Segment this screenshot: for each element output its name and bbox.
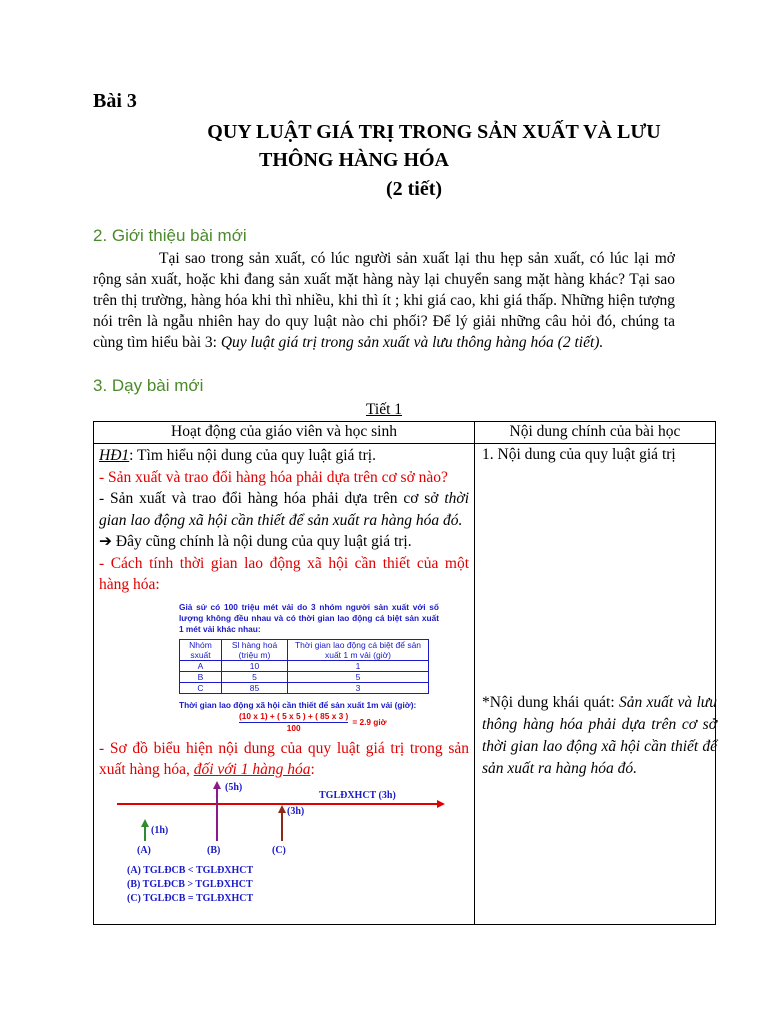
example-cell: C <box>180 682 222 693</box>
diagram-caption-suffix: : <box>310 761 315 778</box>
diagram-svg <box>107 781 447 911</box>
bar-a-arrow-icon <box>141 819 149 827</box>
formula-result: = 2.9 giờ <box>352 716 387 727</box>
diagram-caption-prefix: - Sơ đồ biểu hiện nội dung của quy luật giá trị trong sản xuất hàng hóa, <box>99 739 469 778</box>
axis-arrow-icon <box>437 800 445 808</box>
axis-label: TGLĐXHCT (3h) <box>319 789 396 801</box>
example-header-group: Nhóm sxuất <box>180 639 222 660</box>
page-title-line1: QUY LUẬT GIÁ TRỊ TRONG SẢN XUẤT VÀ LƯU <box>207 121 661 143</box>
question-basis: - Sản xuất và trao đổi hàng hóa phải dựa trên cơ sở nào? <box>99 468 448 486</box>
content-item-1: 1. Nội dung của quy luật giá trị <box>482 446 676 463</box>
bar-c-arrow-icon <box>278 805 286 813</box>
activities-cell <box>94 444 475 925</box>
example-header-time: Thời gian lao động cá biệt để sản xuất 1 m vải (giờ) <box>288 639 429 660</box>
summary-prefix: *Nội dung khái quát: <box>482 694 619 711</box>
example-cell: 3 <box>288 682 429 693</box>
table-header-content: Nội dung chính của bài học <box>475 422 716 444</box>
example-intro: Giả sử có 100 triệu mét vải do 3 nhóm người sản xuất với số lượng không đều nhau và có thời gian lao động cá biệt sản xuất 1 mét vải khác nhau: <box>179 601 439 634</box>
period-label: Tiết 1 <box>365 401 403 418</box>
example-cell: 85 <box>222 682 288 693</box>
section-heading-intro: 2. Giới thiệu bài mới <box>93 226 247 245</box>
example-figure <box>179 602 439 734</box>
example-cell: 5 <box>288 671 429 682</box>
answer-basis-prefix: - Sản xuất và trao đổi hàng hóa phải dựa trên cơ sở <box>99 490 445 507</box>
label-a: (A) <box>137 844 151 856</box>
legend-b: (B) TGLĐCB > TGLĐXHCT <box>127 878 253 890</box>
lesson-table <box>93 421 716 925</box>
label-c: (C) <box>272 844 286 856</box>
diagram-caption-italic: đối với 1 hàng hóa <box>193 761 311 778</box>
label-3h: (3h) <box>287 805 305 817</box>
example-header-quantity: Sl hàng hoá (triệu m) <box>222 639 288 660</box>
label-5h: (5h) <box>225 781 243 793</box>
answer-basis-italic: thời gian lao động xã hội cần thiết để sản xuất ra hàng hóa đó. <box>99 490 469 529</box>
example-cell: A <box>180 660 222 671</box>
formula-label: Thời gian lao động xã hội cần thiết để sản xuất 1m vải (giờ): <box>179 699 417 710</box>
law-diagram <box>99 781 469 911</box>
page-title-line3: (2 tiết) <box>385 178 443 200</box>
intro-text: Tại sao trong sản xuất, có lúc người sản xuất lại thu hẹp sản xuất, có lúc lại mở rộng sản xuất, hoặc khi đang sản xuất mặt hàng này lại chuyển sang mặt hàng khác? Tại sao trên thị trường, hàng hóa khi thì nhiều, khi thì ít ; khi giá cao, khi giá thấp. Những hiện tượng nói trên là ngẫu nhiên hay do quy luật nào chi phối? Để lý giải những câu hỏi đó, chúng ta cùng tìm hiểu bài 3: <box>93 250 675 351</box>
formula <box>239 711 439 734</box>
example-cell: B <box>180 671 222 682</box>
formula-numerator: (10 x 1) + ( 5 x 5 ) + ( 85 x 3 ) <box>239 710 349 721</box>
label-b: (B) <box>207 844 221 856</box>
right-arrow-icon: ➔ <box>99 533 112 550</box>
example-table <box>179 639 429 694</box>
hd1-text: : Tìm hiểu nội dung của quy luật giá trị. <box>129 447 376 464</box>
lesson-number: Bài 3 <box>93 90 137 112</box>
answer-basis <box>99 488 469 531</box>
question-calculation: - Cách tính thời gian lao động xã hội cần thiết của một hàng hóa: <box>99 554 469 593</box>
bar-b-arrow-icon <box>213 781 221 789</box>
legend-a: (A) TGLĐCB < TGLĐXHCT <box>127 864 254 876</box>
conclusion-text: Đây cũng chính là nội dung của quy luật giá trị. <box>112 533 412 550</box>
table-header-activities: Hoạt động của giáo viên và học sinh <box>94 422 475 444</box>
section-heading-teaching: 3. Dạy bài mới <box>93 376 204 395</box>
example-cell: 1 <box>288 660 429 671</box>
conclusion-line <box>99 531 469 553</box>
intro-paragraph <box>93 248 675 353</box>
page-title-line2: THÔNG HÀNG HÓA <box>258 149 449 171</box>
content-cell <box>475 444 716 925</box>
formula-denominator: 100 <box>286 722 301 733</box>
intro-italic: Quy luật giá trị trong sản xuất và lưu thông hàng hóa (2 tiết). <box>220 334 604 351</box>
label-1h: (1h) <box>151 824 169 836</box>
hd1-line <box>99 445 469 467</box>
content-summary <box>482 692 717 780</box>
hd1-label: HĐ1 <box>99 447 130 464</box>
legend-c: (C) TGLĐCB = TGLĐXHCT <box>127 892 254 904</box>
example-cell: 5 <box>222 671 288 682</box>
diagram-caption <box>99 738 469 781</box>
summary-italic: Sản xuất và lưu thông hàng hóa phải dựa trên cơ sở thời gian lao động xã hội cần thiết để sản xuất ra hàng hóa đó. <box>482 694 718 777</box>
example-cell: 10 <box>222 660 288 671</box>
